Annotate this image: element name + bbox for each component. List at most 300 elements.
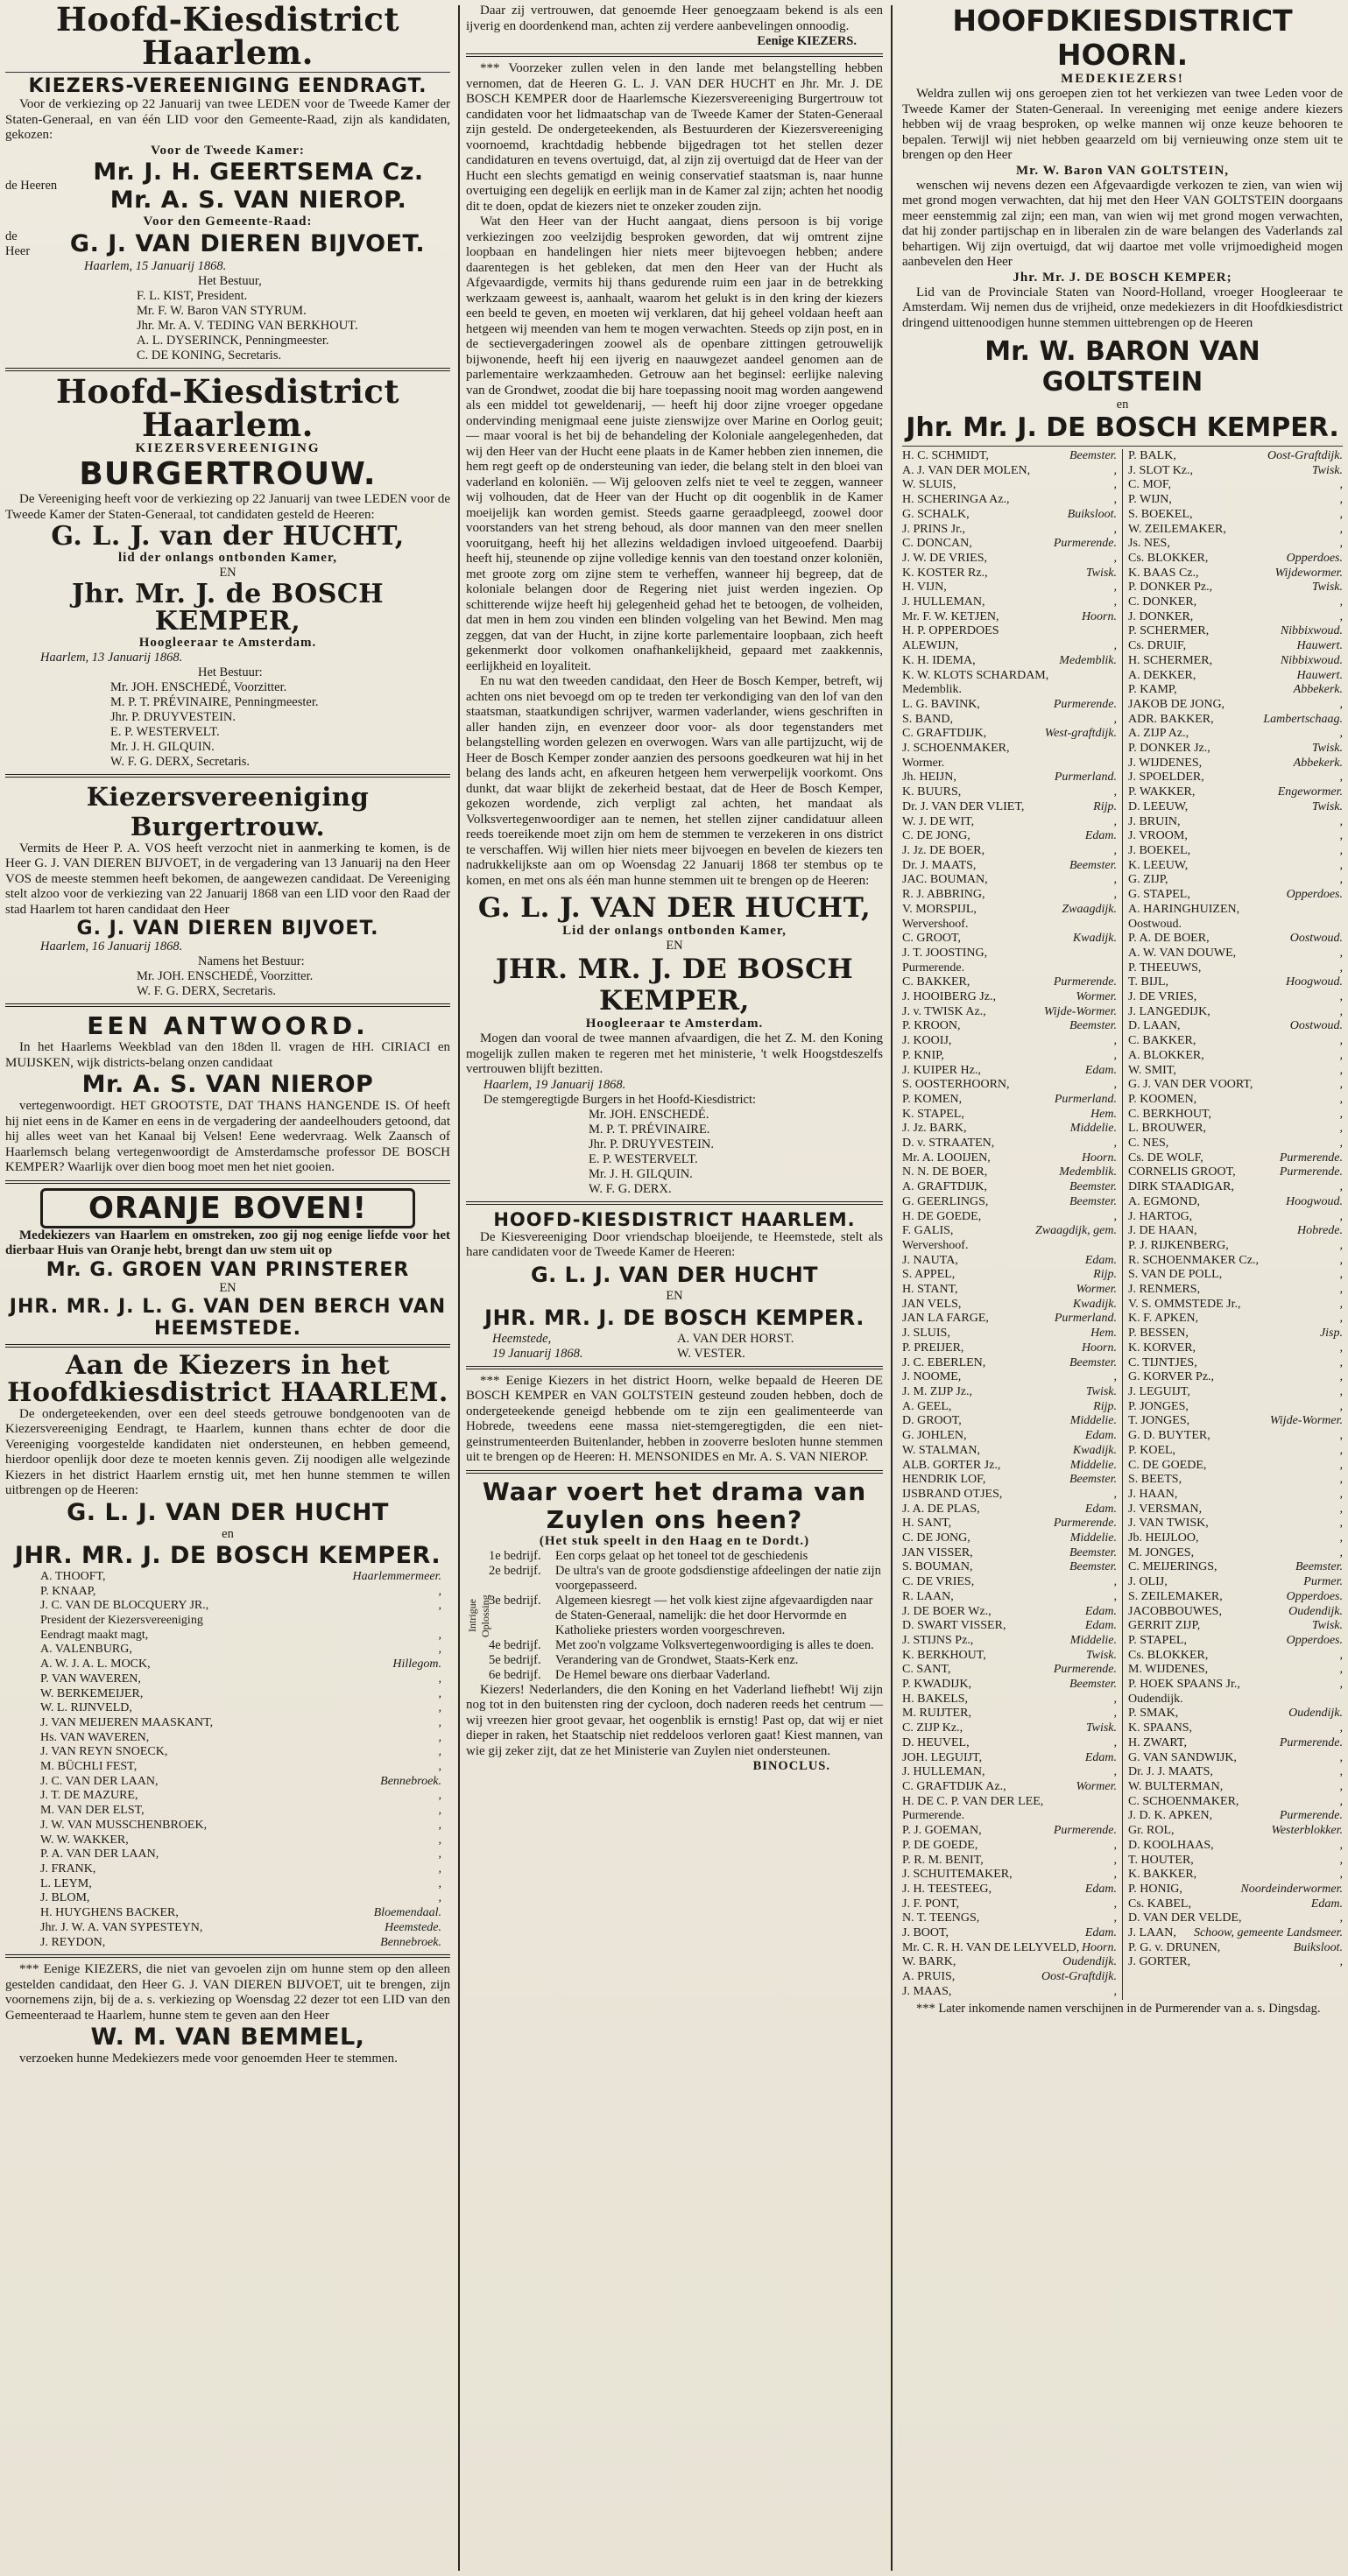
person-name: A. GRAFTDIJK,	[902, 1180, 987, 1194]
candidate-name: G. L. J. VAN DER HUCHT	[67, 1498, 389, 1526]
column-2	[461, 4, 888, 2572]
person-name: Mr. F. W. KETJEN,	[902, 609, 999, 623]
person-place: Oostwoud.	[1289, 1019, 1343, 1033]
person-place: ,	[1113, 522, 1117, 536]
person-place: ,	[438, 1730, 441, 1744]
person-place: Oost-Graftdijk.	[1041, 1970, 1117, 1984]
person-place: Hoorn.	[1081, 1940, 1117, 1954]
list-item	[1128, 624, 1343, 639]
act-group-label: Oplossing	[479, 1594, 491, 1637]
article-text: Wat den Heer van der Hucht aangaat, diens persoon is bij vorige verkiezingen zoo veelzijdig besproken geworden, dat wij omtrent zijne loopbaan en handelingen hier niets meer bijtevoegen hebben; andere daarentegen is het gebleken, dat men den Heer van der Hucht als Afgevaardigde, vermits hij thans gedurende ruim een jaar in de betrekking werkzaam geweest is, aanhaalt, waarom het gelukt is in den kring der kiezers een beeld te geven, en moeten wij verklaren, dat hij geheel voldaan heeft aan hetgeen wij meenden van hem te mogen verwachten. Steeds op zijn post, en in de sectievergaderingen zoowel als de openbare zittingen getrouwelijk bijwonende, heeft hij een ijverig en naauwgezet aandeel genomen aan de parlementaire werkzaamheden. Getrouw aan het beginsel: eerlijke naleving van de Grondwet, zoodat die bij hare toepassing nooit mag worden aangewend als een middel tot geweldenarij, — heeft hij door zijne vroeger opgedane ondervinding menigmaal eene juiste zienswijze over Marine en Oorlog geuit; — maar vooral is het bij de behandeling der Koloniale aangelegenheden, dat wij den Heer van der Hucht eene plaats in de Kamer hebben zien innemen, die hem regt geeft op de ondersteuning van ieder, die belang stelt in den bloei van vaderland en koloniën. — Wij gelooven zelfs niet te veel te zeggen, wanneer wij volhouden, dat de Heer van der Hucht op dit oogenblik in de Kamer moeijelijk kan worden gemist. Steeds gaarne geraadpleegd, zoowel door voorstanders van het streng behoud, als door mannen van den meer snellen vooruitgang, heeft hij het allezins weldadigen invloed uitgeoefend. Daarbij heeft hij, steunende op zijne volledige kennis van den toestand onzer koloniën, met groote zorg om zijne stem te verheffen, wanneer hij begreep, dat de koloniale belangen door de Regering niet juist werden ingezien. Op schitterende wijze heeft hij gelegenheid gehad het te betoogen, de volheiden, dat men in hem zou vinden een blinden volgeling van het Bewind. Men mag zeggen, dat van der Hucht, in zijne korte parlementaire loopbaan, zich heeft gekenmerkt door volkomen onafhankelijkheid, gepaard met zaakkennis, eerlijkheid en loyaliteit.	[466, 215, 883, 673]
person-name: J. SLOT Kz.,	[1128, 463, 1194, 477]
person-place: Edam.	[1084, 1253, 1117, 1267]
list-item	[1128, 1459, 1343, 1474]
list-item	[902, 888, 1117, 903]
person-place: ,	[1339, 1955, 1343, 1969]
ad-title: Kiezersvereeniging Burgertrouw.	[86, 781, 370, 841]
person-name: C. DE GOEDE,	[1128, 1458, 1207, 1472]
person-place: ,	[1339, 829, 1343, 843]
candidate-name-large: Mr. W. BARON VAN GOLTSTEIN	[985, 336, 1260, 398]
list-item	[1128, 1751, 1343, 1766]
person-name: P. KNIP,	[902, 1048, 944, 1062]
person-place: ,	[1339, 1794, 1343, 1808]
list-item	[1128, 1721, 1343, 1736]
person-name: S. BAND,	[902, 712, 953, 726]
person-name: K. SPAANS,	[1128, 1721, 1193, 1735]
list-item	[902, 523, 1117, 538]
person-name: J. HULLEMAN,	[902, 1765, 985, 1779]
act-description: De ultra's van de groote godsdienstige afdeelingen der natie zijn voorgepasseerd.	[555, 1563, 881, 1593]
person-place: Medemblik.	[1059, 1165, 1117, 1179]
person-name: V. S. OMMSTEDE Jr.,	[1128, 1297, 1241, 1311]
list-item	[1128, 1590, 1343, 1605]
person-name: ADR. BAKKER,	[1128, 712, 1214, 726]
person-place: Oudendijk.	[1288, 1604, 1343, 1618]
list-item	[1128, 1795, 1343, 1810]
person-place: ,	[1113, 785, 1117, 799]
list-item	[902, 1488, 1117, 1503]
person-place: ,	[1113, 1209, 1117, 1223]
list-item	[1128, 567, 1343, 581]
list-item	[902, 595, 1117, 610]
person-name: J. VAN TWISK,	[1128, 1517, 1209, 1531]
person-name: Js. NES,	[1128, 537, 1170, 551]
list-item	[1128, 1707, 1343, 1721]
person-place: ,	[1339, 595, 1343, 609]
candidate-name: Jhr. Mr. J. de BOSCH KEMPER,	[71, 578, 385, 637]
person-name: P. SCHERMER,	[1128, 624, 1210, 638]
person-name: J. REYDON,	[40, 1935, 106, 1949]
person-place: Purmerland.	[1054, 1092, 1117, 1106]
list-item	[902, 698, 1117, 713]
person-place: ,	[1339, 873, 1343, 887]
person-place: West-graftdijk.	[1044, 727, 1117, 741]
person-name: H. SCHERINGA Az.,	[902, 493, 1010, 507]
person-name: P. VAN WAVEREN,	[40, 1672, 141, 1686]
person-place: ,	[1339, 1765, 1343, 1779]
ad-signature: Eenige KIEZERS.	[757, 34, 857, 48]
person-place: ,	[1339, 1137, 1343, 1151]
person-place: ,	[438, 1715, 441, 1729]
person-name: P. KOEL,	[1128, 1443, 1176, 1457]
list-item	[1128, 1809, 1343, 1824]
person-name: K. BERKHOUT,	[902, 1648, 986, 1662]
list-item	[1128, 1283, 1343, 1298]
person-name: J. RENMERS,	[1128, 1283, 1201, 1297]
person-place: Middelie.	[1069, 1122, 1117, 1136]
article-van-der-hucht	[466, 61, 883, 1197]
list-item	[902, 1517, 1117, 1531]
list-item	[902, 1941, 1117, 1956]
list-item	[902, 1619, 1117, 1634]
person-name: H. SANT,	[902, 1517, 952, 1531]
person-name: C. DE JONG,	[902, 1531, 970, 1545]
list-item	[1128, 771, 1343, 785]
person-name: S. BOEKEL,	[1128, 507, 1193, 521]
list-item	[902, 1093, 1117, 1108]
person-place: ,	[1339, 1253, 1343, 1267]
person-name: Jb. HEIJLOO,	[1128, 1531, 1199, 1545]
person-name: J. SCHOENMAKER,	[902, 742, 1010, 756]
person-place: Nibbixwoud.	[1280, 653, 1343, 667]
person-place: ,	[1339, 1838, 1343, 1852]
person-place: ,	[1339, 946, 1343, 960]
person-name: D. v. STRAATEN,	[902, 1137, 995, 1151]
signatories	[5, 680, 450, 770]
person-name: P. DE GOEDE,	[902, 1838, 978, 1852]
person-name: S. ZEILEMAKER,	[1128, 1589, 1223, 1603]
act-row	[489, 1564, 883, 1594]
person-name: T. JONGES,	[1128, 1414, 1190, 1428]
person-place: Zwaagdijk.	[1062, 902, 1117, 916]
person-name: H. VIJN,	[902, 581, 947, 595]
person-name: JOH. LEGUIJT,	[902, 1750, 983, 1764]
person-place: ,	[438, 1745, 441, 1759]
conjunction: EN	[666, 1288, 683, 1303]
ad-text: In het Haarlems Weekblad van den 18den ll. vragen de HH. CIRIACI en MUIJSKEN, wijk districts-belang onzen candidaat	[5, 1040, 450, 1070]
list-item	[1128, 873, 1343, 888]
list-item	[1128, 493, 1343, 508]
list-item	[902, 1634, 1117, 1649]
list-item	[1128, 1356, 1343, 1371]
list-item	[1128, 903, 1343, 918]
list-item	[1128, 683, 1343, 698]
advert-burgertrouw	[5, 371, 450, 770]
person-name: J. C. EBERLEN,	[902, 1355, 986, 1369]
person-place: Rijp.	[1093, 799, 1117, 813]
person-place: ,	[1113, 1370, 1117, 1384]
ad-org: KIEZERSVEREENIGING	[135, 441, 321, 456]
person-place: Abbekerk.	[1293, 756, 1343, 770]
person-name: J. F. PONT,	[902, 1897, 960, 1911]
person-place: ,	[1113, 1838, 1117, 1852]
person-name: A. VALENBURG,	[40, 1643, 132, 1657]
person-name: R. J. ABBRING,	[902, 888, 985, 902]
list-item	[40, 1848, 441, 1862]
person-place: Kwadijk.	[1072, 932, 1117, 946]
list-item	[902, 1210, 1117, 1225]
person-place: ,	[1113, 463, 1117, 477]
list-item	[1128, 990, 1343, 1005]
person-place: Purmerland.	[1054, 771, 1117, 785]
person-name: DIRK STAADIGAR,	[1128, 1180, 1234, 1194]
person-name: J. LAAN,	[1128, 1926, 1176, 1940]
person-place: ,	[438, 1760, 441, 1774]
person-place: ,	[1339, 1399, 1343, 1413]
person-name: J. SLUIS,	[902, 1327, 950, 1341]
person-name: P. HONIG,	[1128, 1882, 1182, 1896]
column-rule	[891, 5, 893, 2571]
list-item	[902, 1780, 1117, 1795]
person-place: Bennebroek.	[380, 1935, 441, 1949]
list-item	[902, 1370, 1117, 1385]
person-place: ,	[438, 1891, 441, 1905]
ad-date: Haarlem, 16 Januarij 1868.	[40, 940, 183, 954]
list-item	[902, 975, 1117, 990]
act-description: Een corps gelaat op het toneel tot de geschiedenis	[555, 1548, 808, 1563]
footnote: *** Later inkomende namen verschijnen in de Purmerender van a. s. Dingsdag.	[916, 2001, 1321, 2016]
person-place: Hobrede.	[1297, 1224, 1343, 1238]
person-name: M. WIJDENES,	[1128, 1663, 1209, 1677]
person-name: F. GALIS,	[902, 1224, 954, 1238]
person-name: A. GEEL,	[902, 1399, 952, 1413]
ad-text: *** Eenige Kiezers in het district Hoorn, welke bepaald de Heeren DE BOSCH KEMPER en VAN GOLTSTEIN gesteund zouden hebben, doch de ondergeteekende geneigd hebbende om te zijn een gealimenteerde van Hobrede, tweedens eene massa niet-stemgeregtigden, die een niet-geinstrumenteerden Buitenlander, hebben in zooverre besloten hunne stemmen uit te brengen op de Heeren: H. MENSONIDES en Mr. A. S. VAN NIEROP.	[466, 1373, 883, 1464]
person-place: ,	[1339, 1663, 1343, 1677]
person-place: ,	[1113, 1765, 1117, 1779]
person-name: Oudendijk.	[1128, 1692, 1183, 1706]
list-item	[902, 1444, 1117, 1459]
person-name: P. KWADIJK,	[902, 1678, 971, 1692]
person-name: J. T. DE MAZURE,	[40, 1789, 138, 1803]
list-item	[1128, 639, 1343, 654]
list-item	[1128, 1165, 1343, 1180]
person-place: Opperdoes.	[1286, 888, 1343, 902]
list-item	[1128, 1619, 1343, 1634]
list-item	[1128, 1151, 1343, 1166]
person-place: Purmerende.	[1053, 1824, 1117, 1838]
person-place: ,	[1339, 1092, 1343, 1106]
person-name: Wervershoof.	[902, 917, 969, 931]
person-name: Mr. C. R. H. VAN DE LELYVELD,	[902, 1940, 1080, 1954]
person-name: W. STALMAN,	[902, 1443, 980, 1457]
person-name: G. KORVER Pz.,	[1128, 1370, 1215, 1384]
list-item	[1128, 1897, 1343, 1912]
signatory: M. P. T. PRÉVINAIRE, Penningmeester.	[110, 694, 319, 709]
list-item	[1128, 1122, 1343, 1137]
person-name: Mr. A. LOOIJEN,	[902, 1151, 991, 1165]
list-item	[1128, 975, 1343, 990]
person-place: ,	[1339, 1487, 1343, 1501]
list-item	[40, 1687, 441, 1702]
person-place: Purmerende.	[1279, 1809, 1343, 1823]
advert-eendragt	[5, 4, 450, 363]
person-place: Purmer.	[1303, 1575, 1343, 1589]
list-item	[902, 1883, 1117, 1897]
person-name: Purmerende.	[902, 961, 965, 975]
act-row	[489, 1638, 883, 1653]
list-item	[1128, 785, 1343, 800]
list-item	[40, 1804, 441, 1819]
list-item	[1128, 1312, 1343, 1327]
person-name: A. HARINGHUIZEN,	[1128, 902, 1240, 916]
person-place: ,	[1113, 1137, 1117, 1151]
person-place: Wijdewormer.	[1274, 566, 1343, 580]
list-item	[902, 947, 1117, 961]
person-name: M. RUIJTER,	[902, 1707, 971, 1721]
list-item	[1128, 581, 1343, 595]
candidate-name: Mr. A. S. VAN NIEROP	[81, 1071, 374, 1099]
person-name: K. BAKKER,	[1128, 1868, 1197, 1882]
person-place: ,	[438, 1584, 441, 1598]
person-place: ,	[1339, 478, 1343, 492]
person-name: Oostwoud.	[1128, 917, 1182, 931]
person-place: Engewormer.	[1277, 785, 1343, 799]
person-name: J. C. VAN DER LAAN,	[40, 1774, 159, 1788]
list-item	[40, 1862, 441, 1877]
article-drama-van-zuylen	[466, 1478, 883, 1775]
ad-prefix: de Heeren	[5, 179, 58, 194]
person-name: P. A. DE BOER,	[1128, 932, 1210, 946]
person-place: Opperdoes.	[1286, 551, 1343, 565]
person-place: Oost-Graftdijk.	[1267, 449, 1343, 462]
person-place: ,	[1113, 551, 1117, 565]
person-name: H. DE GOEDE,	[902, 1209, 982, 1223]
person-name: H. P. OPPERDOES	[902, 624, 999, 638]
list-item	[1128, 478, 1343, 493]
candidate-name: G. L. J. VAN DER HUCHT	[530, 1262, 819, 1287]
list-item	[902, 1649, 1117, 1664]
person-place: Middelie.	[1069, 1531, 1117, 1545]
list-item	[902, 1049, 1117, 1064]
person-name: H. HUYGHENS BACKER,	[40, 1906, 179, 1920]
list-item	[1128, 1546, 1343, 1561]
person-name: T. HOUTER,	[1128, 1853, 1194, 1867]
conjunction: EN	[219, 565, 236, 580]
act-number: 1e bedrijf.	[489, 1548, 541, 1563]
list-item	[40, 1833, 441, 1848]
person-name: M. BÜCHLI FEST,	[40, 1760, 138, 1774]
person-name: Wormer.	[902, 756, 945, 770]
signatory: Mr. J. H. GILQUIN.	[110, 739, 215, 754]
person-place: ,	[1339, 1034, 1343, 1048]
list-item	[902, 1809, 1117, 1824]
act-number: 2e bedrijf.	[489, 1563, 541, 1578]
person-name: C. MOF,	[1128, 478, 1172, 492]
person-place: Lambertschaag.	[1263, 712, 1343, 726]
list-item	[1128, 1868, 1343, 1883]
candidate-name: Jhr. Mr. J. DE BOSCH KEMPER;	[1013, 270, 1232, 285]
person-name: JAN VELS,	[902, 1297, 962, 1311]
person-place: Twisk.	[1085, 1721, 1117, 1735]
ad-subhead: Voor de Tweede Kamer:	[151, 143, 305, 158]
list-item	[902, 493, 1117, 508]
list-item	[902, 1034, 1117, 1049]
person-name: J. LEGUIJT,	[1128, 1385, 1190, 1398]
candidate-name: JHR. MR. J. DE BOSCH KEMPER.	[484, 1305, 865, 1330]
list-item	[1128, 1678, 1343, 1693]
signatories	[5, 969, 450, 999]
person-name: ALB. GORTER Jz.,	[902, 1458, 1001, 1472]
person-place: ,	[1339, 771, 1343, 785]
person-name: P. KAMP,	[1128, 683, 1177, 697]
list-item	[902, 859, 1117, 874]
list-item	[902, 1005, 1117, 1020]
list-item	[1128, 1064, 1343, 1079]
person-name: Cs. BLOKKER,	[1128, 1648, 1209, 1662]
person-place: Beemster.	[1069, 1560, 1117, 1574]
person-name: D. HEUVEL,	[902, 1735, 970, 1749]
person-place: ,	[438, 1804, 441, 1818]
list-item	[902, 1327, 1117, 1341]
act-list	[489, 1549, 883, 1683]
person-name: J. VROOM,	[1128, 829, 1188, 843]
person-name: W. W. WAKKER,	[40, 1833, 129, 1847]
person-place: Wijde-Wormer.	[1269, 1414, 1343, 1428]
person-name: J. Jz. BARK,	[902, 1122, 967, 1136]
list-item	[902, 508, 1117, 523]
person-name: A. W. VAN DOUWE,	[1128, 946, 1237, 960]
person-place: ,	[1339, 1545, 1343, 1559]
person-name: H. STANT,	[902, 1283, 958, 1297]
list-item	[902, 1224, 1117, 1239]
advert-hoorn-kiezers	[466, 1374, 883, 1466]
ad-board: Het Bestuur:	[198, 665, 263, 679]
person-place: ,	[1339, 1180, 1343, 1194]
list-item	[1128, 1210, 1343, 1225]
person-name: P. KNAAP,	[40, 1584, 96, 1598]
ad-org-name: BURGERTROUW.	[79, 456, 377, 493]
person-place: ,	[1339, 1004, 1343, 1018]
person-name: P. BESSEN,	[1128, 1327, 1189, 1341]
person-place: Purmerende.	[1053, 1663, 1117, 1677]
person-name: K. W. KLOTS SCHARDAM,	[902, 668, 1049, 682]
list-item	[902, 1414, 1117, 1429]
person-name: A. W. J. A. L. MOCK,	[40, 1658, 151, 1672]
list-item	[902, 464, 1117, 479]
person-name: G. GEERLINGS,	[902, 1194, 989, 1208]
person-name: P. WAKKER,	[1128, 785, 1196, 799]
person-name: H. BAKELS,	[902, 1692, 969, 1706]
person-name: C. DONKER,	[1128, 595, 1197, 609]
act-number: 6e bedrijf.	[489, 1667, 541, 1682]
person-place: Jisp.	[1319, 1327, 1343, 1341]
list-item	[902, 1897, 1117, 1912]
list-item	[902, 639, 1117, 654]
person-name: Eendragt maakt magt,	[40, 1628, 149, 1642]
person-place: Westerblokker.	[1271, 1824, 1343, 1838]
candidate-name: G. J. VAN DIEREN BIJVOET.	[76, 918, 379, 940]
person-place: ,	[1113, 493, 1117, 507]
person-place: Heemstede.	[385, 1920, 441, 1934]
list-item	[902, 1824, 1117, 1839]
person-place: ,	[438, 1701, 441, 1715]
person-name: W. BERKEMEIJER,	[40, 1686, 144, 1700]
person-name: Cs. DRUIF,	[1128, 639, 1187, 653]
act-number: 4e bedrijf.	[489, 1637, 541, 1652]
person-place: Twisk.	[1311, 581, 1343, 595]
person-name: J. NOOME,	[902, 1370, 962, 1384]
person-name: J. BRUIN,	[1128, 814, 1181, 828]
list-item	[902, 683, 1117, 698]
candidate-name: Mr. W. Baron VAN GOLTSTEIN,	[1015, 163, 1230, 178]
person-name: P. DONKER Jz.,	[1128, 742, 1210, 756]
list-item	[40, 1819, 441, 1833]
person-place: Edam.	[1310, 1897, 1343, 1911]
person-place: Oostwoud.	[1289, 932, 1343, 946]
article-date: Haarlem, 19 Januarij 1868.	[483, 1077, 626, 1092]
person-name: J. SCHUITEMAKER,	[902, 1868, 1013, 1882]
person-name: C. GRAFTDIJK Az.,	[902, 1779, 1006, 1793]
person-place: Purmerende.	[1279, 1151, 1343, 1165]
person-place: ,	[1113, 1575, 1117, 1589]
person-place: ,	[438, 1789, 441, 1803]
article-text: *** Voorzeker zullen velen in den lande met belangstelling hebben vernomen, dat de Heeren G. L. J. VAN DER HUCHT en Jhr. Mr. J. DE BOSCH KEMPER door de Haarlemsche Kiezersvereeniging Burgertrouw tot candidaten voor het lidmaatschap van de Tweede Kamer der Staten-Generaal zijn gesteld. De ondergeteekenden, als Bestuurderen der Kiezersvereeniging voornoemd, krachtdadig hebbende bijgedragen tot het stellen dezer candidaturen en tevens overtuigd, dat, al zijn zij overtuigd dat de Heer van der Hucht een slechts gematigd en weinig conservatief staatsman is, naar hunne overtuiging een degelijk en eerlijk man in de Kamer zal zijn; achten het noodig dit te doen, opdat de kiezers niet te onzeker zouden zijn.	[466, 61, 883, 214]
candidate-name: G. J. VAN DIEREN BIJVOET.	[69, 229, 426, 257]
person-place: ,	[1339, 1209, 1343, 1223]
list-item	[40, 1672, 441, 1687]
person-place: ,	[1339, 1458, 1343, 1472]
list-item	[902, 1693, 1117, 1707]
person-name: J. HULLEMAN,	[902, 595, 985, 609]
list-item	[902, 1663, 1117, 1678]
candidate-name: Mr. G. GROEN VAN PRINSTERER	[46, 1258, 410, 1281]
person-name: ALEWIJN,	[902, 639, 959, 653]
act-row	[489, 1594, 883, 1638]
person-name: K. H. IDEMA,	[902, 653, 976, 667]
list-item	[40, 1775, 441, 1790]
person-name: G. ZIJP,	[1128, 873, 1168, 887]
candidate-detail: Lid der onlangs ontbonden Kamer,	[562, 924, 787, 938]
